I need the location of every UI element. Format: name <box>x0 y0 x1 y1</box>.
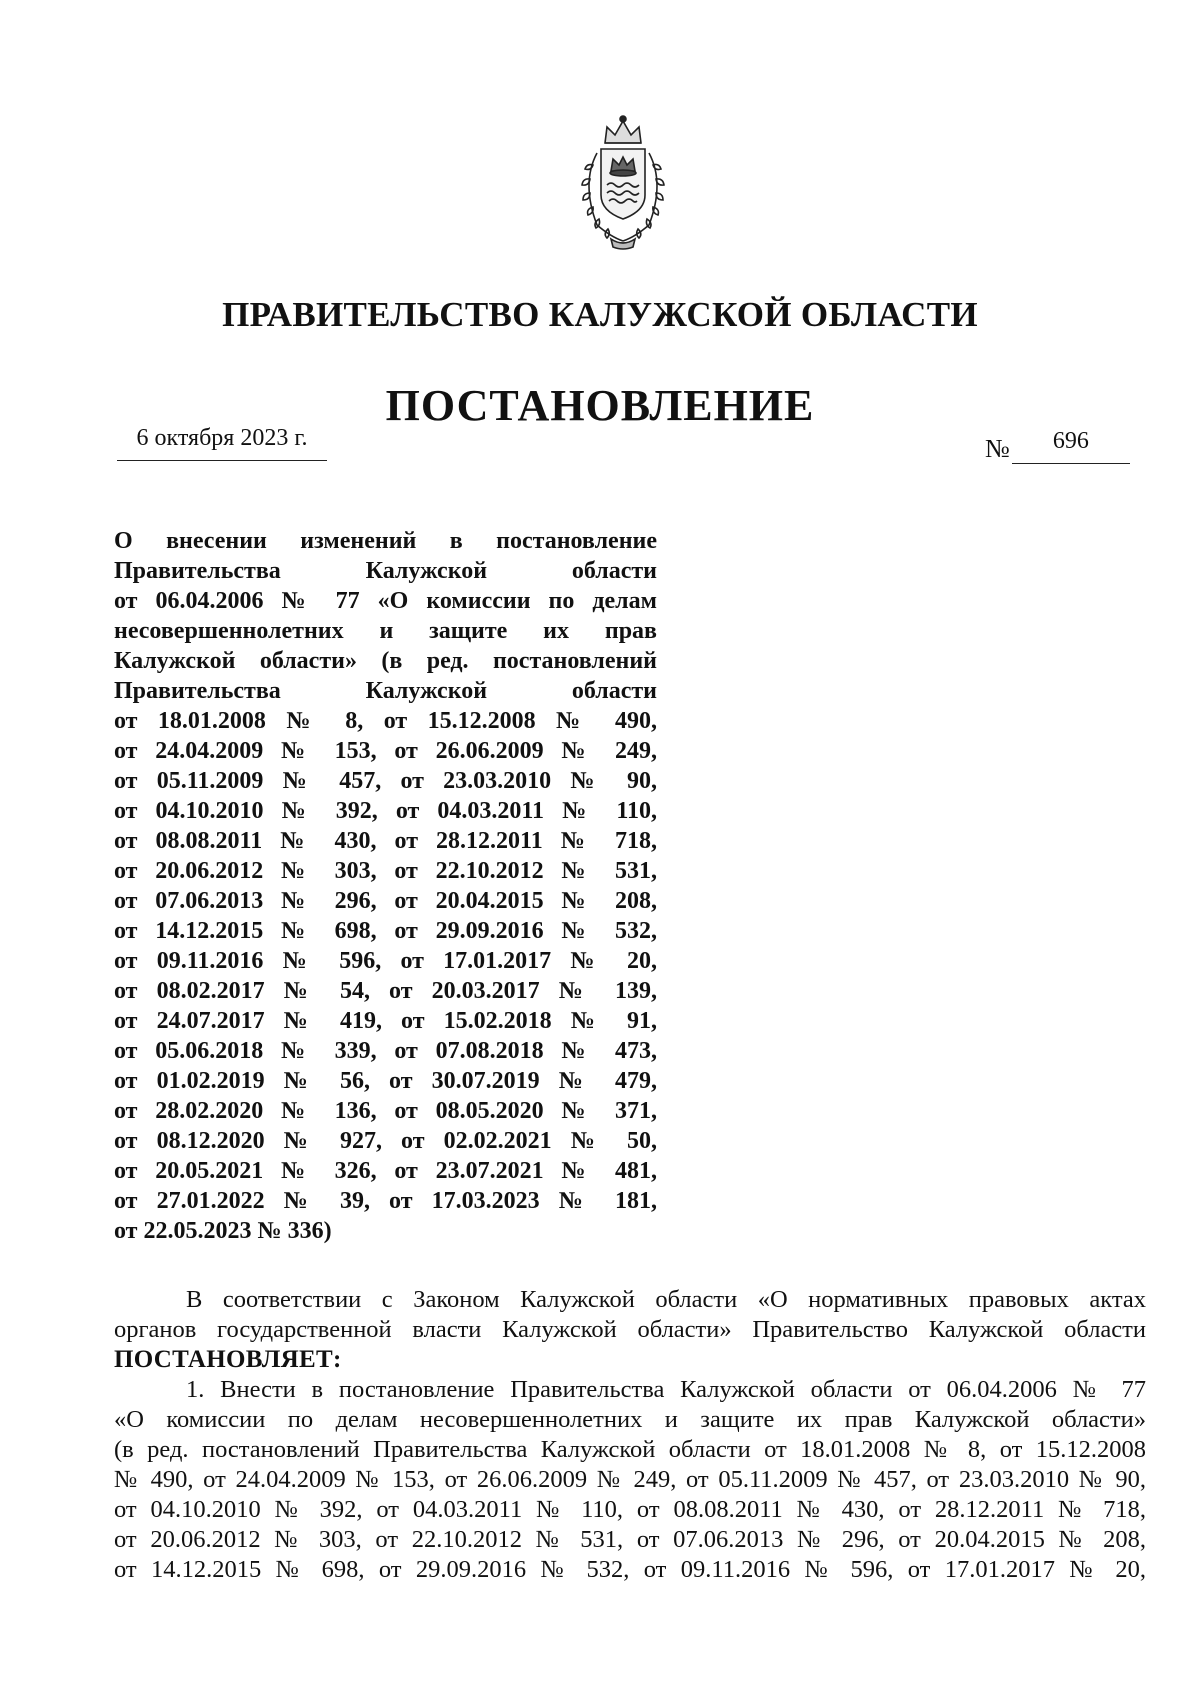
subject-line: от 28.02.2020 № 136, от 08.05.2020 № 371, <box>114 1098 657 1124</box>
subject-line: от 14.12.2015 № 698, от 29.09.2016 № 532, <box>114 918 657 944</box>
subject-line: от 24.04.2009 № 153, от 26.06.2009 № 249, <box>114 738 657 764</box>
document-type-title: ПОСТАНОВЛЕНИЕ <box>385 381 815 430</box>
resolve-heading: ПОСТАНОВЛЯЕТ: <box>114 1346 342 1373</box>
preamble-line: органов государственной власти Калужской области» Правительство Калужской области <box>114 1316 1146 1343</box>
document-subject <box>114 526 657 1246</box>
government-title: ПРАВИТЕЛЬСТВО КАЛУЖСКОЙ ОБЛАСТИ <box>222 295 978 334</box>
document-number-field <box>985 425 1130 464</box>
subject-line: от 08.02.2017 № 54, от 20.03.2017 № 139, <box>114 978 657 1004</box>
subject-line: от 07.06.2013 № 296, от 20.04.2015 № 208, <box>114 888 657 914</box>
document-date: 6 октября 2023 г. <box>117 425 327 461</box>
item-line: № 490, от 24.04.2009 № 153, от 26.06.2009 № 249, от 05.11.2009 № 457, от 23.03.2010 № 90, <box>114 1466 1146 1493</box>
subject-line: от 18.01.2008 № 8, от 15.12.2008 № 490, <box>114 708 657 734</box>
subject-line: Правительства Калужской области <box>114 558 657 584</box>
item-line: от 14.12.2015 № 698, от 29.09.2016 № 532, от 09.11.2016 № 596, от 17.01.2017 № 20, <box>114 1556 1146 1583</box>
subject-line: от 05.06.2018 № 339, от 07.08.2018 № 473, <box>114 1038 657 1064</box>
subject-line: от 24.07.2017 № 419, от 15.02.2018 № 91, <box>114 1008 657 1034</box>
number-sign: № <box>985 434 1010 463</box>
subject-line: от 20.06.2012 № 303, от 22.10.2012 № 531, <box>114 858 657 884</box>
subject-line: от 05.11.2009 № 457, от 23.03.2010 № 90, <box>114 768 657 794</box>
item-line: «О комиссии по делам несовершеннолетних и защите их прав Калужской области» <box>114 1406 1146 1433</box>
subject-line: от 04.10.2010 № 392, от 04.03.2011 № 110, <box>114 798 657 824</box>
subject-line: от 27.01.2022 № 39, от 17.03.2023 № 181, <box>114 1188 657 1214</box>
subject-line: О внесении изменений в постановление <box>114 528 657 554</box>
coat-of-arms-emblem <box>563 113 683 251</box>
subject-line: Правительства Калужской области <box>114 678 657 704</box>
preamble-line: В соответствии с Законом Калужской области «О нормативных правовых актах <box>186 1286 1146 1313</box>
item-line: от 04.10.2010 № 392, от 04.03.2011 № 110, от 08.08.2011 № 430, от 28.12.2011 № 718, <box>114 1496 1146 1523</box>
subject-line: от 20.05.2021 № 326, от 23.07.2021 № 481, <box>114 1158 657 1184</box>
item-line: от 20.06.2012 № 303, от 22.10.2012 № 531, от 07.06.2013 № 296, от 20.04.2015 № 208, <box>114 1526 1146 1553</box>
subject-line: Калужской области» (в ред. постановлений <box>114 648 657 674</box>
subject-line: от 01.02.2019 № 56, от 30.07.2019 № 479, <box>114 1068 657 1094</box>
subject-line: от 22.05.2023 № 336) <box>114 1218 332 1244</box>
subject-line: от 06.04.2006 № 77 «О комиссии по делам <box>114 588 657 614</box>
subject-line: от 08.08.2011 № 430, от 28.12.2011 № 718, <box>114 828 657 854</box>
item-line: (в ред. постановлений Правительства Калужской области от 18.01.2008 № 8, от 15.12.2008 <box>114 1436 1146 1463</box>
subject-line: от 08.12.2020 № 927, от 02.02.2021 № 50, <box>114 1128 657 1154</box>
document-body <box>114 1285 1146 1585</box>
document-number: 696 <box>1012 428 1130 464</box>
item-line: 1. Внести в постановление Правительства Калужской области от 06.04.2006 № 77 <box>186 1376 1146 1403</box>
subject-line: несовершеннолетних и защите их прав <box>114 618 657 644</box>
subject-line: от 09.11.2016 № 596, от 17.01.2017 № 20, <box>114 948 657 974</box>
